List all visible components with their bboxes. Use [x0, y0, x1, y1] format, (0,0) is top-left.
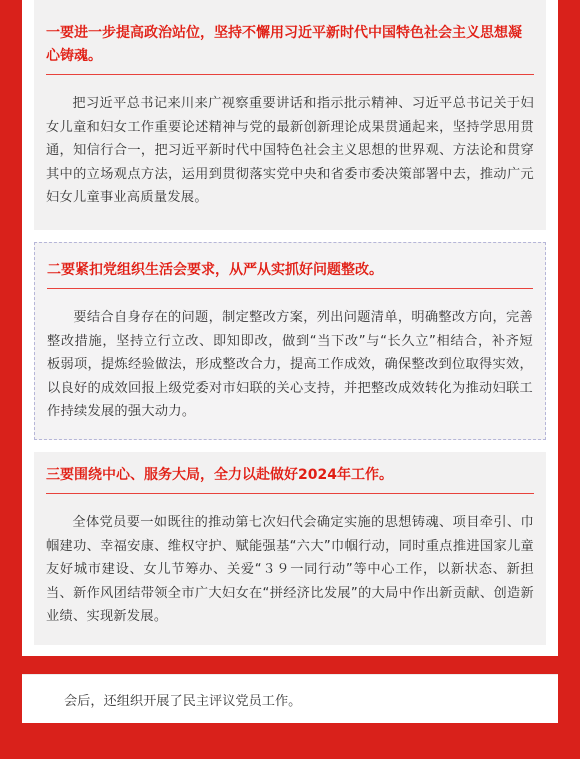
section-3 [34, 452, 546, 645]
section-1 [34, 0, 546, 230]
section-gap [22, 656, 558, 674]
footer-panel [22, 674, 558, 723]
section-1-body: 把习近平总书记来川来广视察重要讲话和指示批示精神、习近平总书记关于妇女儿童和妇女工作重要论述精神与党的最新创新理论成果贯通起来，坚持学思用贯通，知信行合一，把习近平新时代中国特色社会主义思想的世界观、方法论和贯穿其中的立场观点方法，运用到贯彻落实党中央和省委市委决策部署中去，推动广元妇女儿童事业高质量发展。 [46, 96, 534, 205]
footer-text: 会后，还组织开展了民主评议党员工作。 [64, 694, 302, 709]
section-3-heading: 三要围绕中心、服务大局，全力以赴做好2024年工作。 [46, 467, 393, 483]
section-2-heading: 二要紧扣党组织生活会要求，从严从实抓好问题整改。 [47, 262, 383, 278]
article-frame [22, 0, 558, 722]
section-3-body: 全体党员要一如既往的推动第七次妇代会确定实施的思想铸魂、项目牵引、巾帼建功、幸福安康、维权守护、赋能强基“六大”巾帼行动，同时重点推进国家儿童友好城市建设、女儿节筹办、关爱“３９一同行动”等中心工作，以新状态、新担当、新作风团结带领全市广大妇女在“拼经济比发展”的大局中作出新贡献、创造新业绩、实现新发展。 [46, 515, 534, 624]
section-2 [34, 242, 546, 440]
section-2-body: 要结合自身存在的问题，制定整改方案，列出问题清单，明确整改方向，完善整改措施，坚持立行立改、即知即改，做到“当下改”与“长久立”相结合，补齐短板弱项，提炼经验做法，形成整改合力，提高工作成效，确保整改到位取得实效，以良好的成效回报上级党委对市妇联的关心支持，并把整改成效转化为推动妇联工作持续发展的强大动力。 [47, 310, 533, 419]
section-1-heading: 一要进一步提高政治站位，坚持不懈用习近平新时代中国特色社会主义思想凝心铸魂。 [46, 25, 522, 64]
